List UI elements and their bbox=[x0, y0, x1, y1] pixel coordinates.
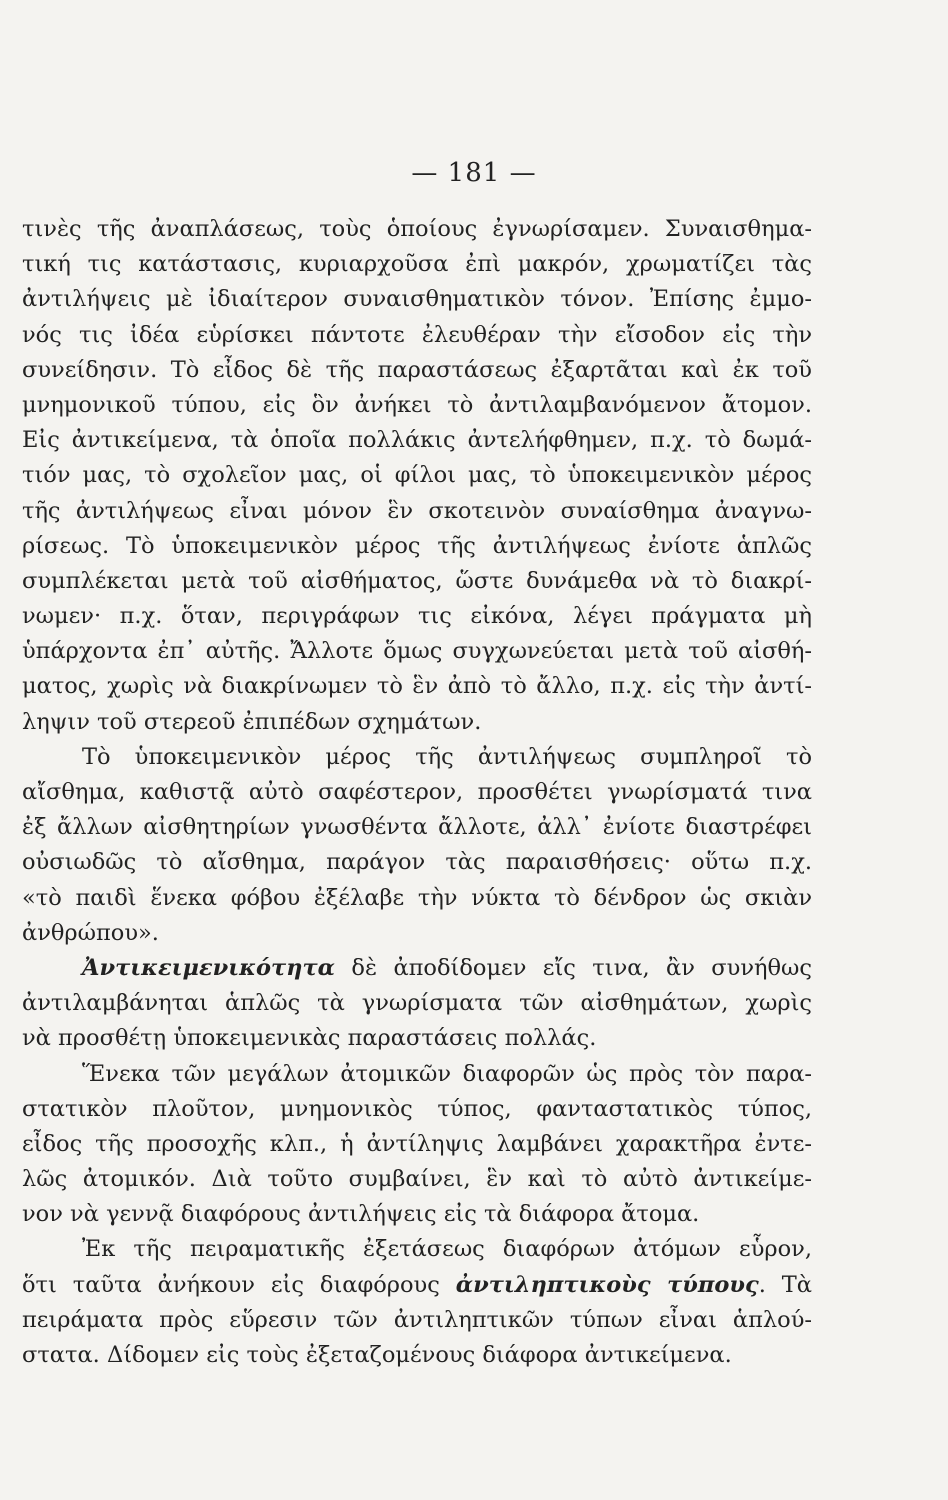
text-line: ματος, χωρὶς νὰ διακρίνωμεν τὸ ἓν ἀπὸ τὸ ἄλλο, π.χ. εἰς τὴν ἀντί- bbox=[22, 673, 812, 700]
text-line: ἐξ ἄλλων αἰσθητηρίων γνωσθέντα ἄλλοτε, ἀλλ᾽ ἐνίοτε διαστρέφει bbox=[22, 814, 812, 841]
text-line: «τὸ παιδὶ ἕνεκα φόβου ἐξέλαβε τὴν νύκτα τὸ δένδρον ὡς σκιὰν bbox=[22, 884, 812, 911]
text-line: μνημονικοῦ τύπου, εἰς ὃν ἀνήκει τὸ ἀντιλαμβανόμενον ἄτομον. bbox=[22, 391, 812, 418]
text-line: ἀντιλαμβάνηται ἁπλῶς τὰ γνωρίσματα τῶν αἰσθημάτων, χωρὶς bbox=[22, 990, 812, 1017]
text-line: τική τις κατάστασις, κυριαρχοῦσα ἐπὶ μακρόν, χρωματίζει τὰς bbox=[22, 251, 812, 278]
text-line: στατικὸν πλοῦτον, μνημονικὸς τύπος, φανταστατικὸς τύπος, bbox=[22, 1095, 812, 1122]
text-run: . Τὰ bbox=[758, 1271, 812, 1298]
text-line: λῶς ἀτομικόν. Διὰ τοῦτο συμβαίνει, ἓν καὶ τὸ αὐτὸ ἀντικείμε- bbox=[22, 1166, 812, 1193]
text-line: στατα. Δίδομεν εἰς τοὺς ἐξεταζομένους διάφορα ἀντικείμενα. bbox=[22, 1342, 732, 1368]
text-line: Ἕνεκα τῶν μεγάλων ἀτομικῶν διαφορῶν ὡς πρὸς τὸν παρα- bbox=[82, 1060, 812, 1087]
text-line bbox=[22, 951, 812, 986]
emphasis-term: ἀντιληπτικοὺς τύπους bbox=[455, 1271, 759, 1298]
text-line: πειράματα πρὸς εὕρεσιν τῶν ἀντιληπτικῶν τύπων εἶναι ἁπλού- bbox=[22, 1306, 812, 1333]
text-line: νωμεν· π.χ. ὅταν, περιγράφων τις εἰκόνα, λέγει πράγματα μὴ bbox=[22, 603, 812, 630]
text-line: Τὸ ὑποκειμενικὸν μέρος τῆς ἀντιλήψεως συμπληροῖ τὸ bbox=[82, 743, 812, 770]
body-text bbox=[22, 212, 812, 1373]
text-line: ὑπάρχοντα ἐπ᾽ αὐτῆς. Ἄλλοτε ὅμως συγχωνεύεται μετὰ τοῦ αἰσθή- bbox=[22, 638, 812, 665]
text-line: νὰ προσθέτῃ ὑποκειμενικὰς παραστάσεις πολλάς. bbox=[22, 1025, 597, 1052]
text-line: νον νὰ γεννᾷ διαφόρους ἀντιλήψεις εἰς τὰ διάφορα ἄτομα. bbox=[22, 1201, 700, 1228]
text-line: οὐσιωδῶς τὸ αἴσθημα, παράγον τὰς παραισθήσεις· οὕτω π.χ. bbox=[22, 849, 812, 876]
text-line bbox=[22, 1268, 812, 1303]
text-line: τῆς ἀντιλήψεως εἶναι μόνον ἓν σκοτεινὸν συναίσθημα ἀναγνω- bbox=[22, 497, 812, 524]
page-number: — 181 — bbox=[411, 158, 537, 188]
text-line: συμπλέκεται μετὰ τοῦ αἰσθήματος, ὥστε δυνάμεθα νὰ τὸ διακρί- bbox=[22, 567, 812, 594]
text-line: ἀντιλήψεις μὲ ἰδιαίτερον συναισθηματικὸν τόνον. Ἐπίσης ἐμμο- bbox=[22, 286, 812, 313]
text-line: εἶδος τῆς προσοχῆς κλπ., ἡ ἀντίληψις λαμβάνει χαρακτῆρα ἐντε- bbox=[22, 1130, 812, 1157]
text-line: συνείδησιν. Τὸ εἶδος δὲ τῆς παραστάσεως ἐξαρτᾶται καὶ ἐκ τοῦ bbox=[22, 356, 812, 383]
text-line: νός τις ἰδέα εὑρίσκει πάντοτε ἐλευθέραν τὴν εἴσοδον εἰς τὴν bbox=[22, 321, 812, 348]
emphasis-term: Ἀντικειμενικότητα bbox=[82, 954, 335, 981]
text-line: ληψιν τοῦ στερεοῦ ἐπιπέδων σχημάτων. bbox=[22, 708, 482, 735]
text-line: ἀνθρώπου». bbox=[22, 919, 159, 946]
text-line: Εἰς ἀντικείμενα, τὰ ὁποῖα πολλάκις ἀντελήφθημεν, π.χ. τὸ δωμά- bbox=[22, 427, 812, 454]
text-line: τιόν μας, τὸ σχολεῖον μας, οἱ φίλοι μας, τὸ ὑποκειμενικὸν μέρος bbox=[22, 462, 812, 489]
text-line: Ἐκ τῆς πειραματικῆς ἐξετάσεως διαφόρων ἀτόμων εὗρον, bbox=[82, 1236, 812, 1263]
text-line: ρίσεως. Τὸ ὑποκειμενικὸν μέρος τῆς ἀντιλήψεως ἐνίοτε ἁπλῶς bbox=[22, 532, 812, 559]
text-line: αἴσθημα, καθιστᾷ αὐτὸ σαφέστερον, προσθέτει γνωρίσματά τινα bbox=[22, 779, 812, 805]
text-run: ὅτι ταῦτα ἀνήκουν εἰς διαφόρους bbox=[22, 1271, 456, 1298]
text-run: δὲ ἀποδίδομεν εἴς τινα, ἂν συνήθως bbox=[335, 954, 812, 981]
text-line: τινὲς τῆς ἀναπλάσεως, τοὺς ὁποίους ἐγνωρίσαμεν. Συναισθημα- bbox=[22, 216, 812, 242]
